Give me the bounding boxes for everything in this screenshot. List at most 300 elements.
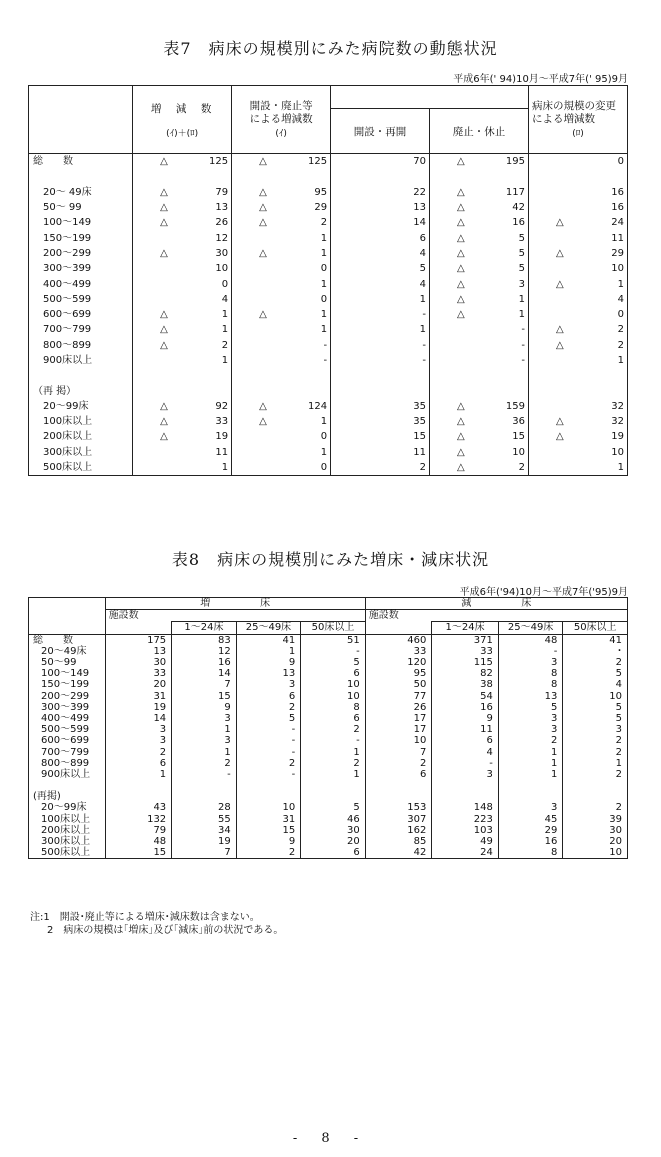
cell-value: 2	[518, 462, 525, 474]
cell-value: 79	[215, 186, 229, 198]
cell-value: 1	[617, 278, 624, 290]
table7-stub-header	[29, 86, 133, 154]
spacer-cell	[236, 780, 301, 791]
cell-value: 13	[215, 202, 229, 214]
table-cell: 41	[563, 634, 628, 646]
cell-value: 1	[320, 232, 328, 244]
cell-value: 0	[320, 263, 328, 275]
table8-header-inc-sub-2: 25～49床	[236, 622, 301, 634]
table-cell: 50	[365, 679, 432, 690]
cell-value: 117	[505, 186, 525, 198]
table-cell: 2	[365, 758, 432, 769]
table-row	[29, 322, 628, 337]
table-row	[29, 261, 628, 276]
table-cell	[430, 230, 529, 245]
cell-value: 10	[611, 263, 624, 275]
table-cell	[528, 445, 627, 460]
cell-value: 0	[617, 156, 624, 168]
table-cell	[528, 322, 627, 337]
table-cell: 2	[301, 724, 366, 735]
table-cell	[430, 292, 529, 307]
cell-value: 1	[221, 309, 229, 321]
table-cell	[331, 292, 430, 307]
table-cell	[331, 230, 430, 245]
table-cell: 15	[105, 847, 172, 859]
row-label: 100～149	[29, 215, 133, 230]
cell-value: 2	[419, 462, 427, 474]
table-cell: 1	[172, 746, 237, 757]
table-cell: 1	[105, 769, 172, 780]
table7-body	[29, 154, 628, 476]
cell-value: 1	[419, 324, 427, 336]
table8-header-dec-sub-1: 1～24床	[432, 622, 499, 634]
cell-value: 14	[413, 217, 427, 229]
cell-value: 10	[215, 263, 229, 275]
table8	[28, 597, 628, 859]
cell-value: 4	[617, 293, 624, 305]
cell-value: 0	[221, 278, 229, 290]
table-cell: 41	[236, 634, 301, 646]
cell-value: 0	[617, 309, 624, 321]
table-cell: 2	[236, 758, 301, 769]
table8-header-increase: 増 床	[105, 598, 365, 610]
table8-header-dec-sub-3: 50床以上	[563, 622, 628, 634]
table-row	[29, 246, 628, 261]
row-label: 200～299	[29, 246, 133, 261]
table-cell	[232, 353, 331, 368]
table-cell: 43	[105, 802, 172, 813]
decrease-triangle-icon: △	[259, 400, 267, 412]
cell-value: 1	[320, 247, 328, 259]
table8-title: 表8 病床の規模別にみた増床・減床状況	[171, 550, 490, 569]
table-row	[29, 758, 628, 769]
table-cell	[331, 276, 430, 291]
decrease-triangle-icon: △	[456, 293, 465, 305]
table-cell	[528, 246, 627, 261]
cell-value: -	[521, 355, 525, 366]
table-cell: 79	[105, 825, 172, 836]
spacer-cell	[430, 368, 529, 383]
table-cell	[133, 338, 232, 353]
table-cell: 12	[172, 646, 237, 657]
table-cell	[232, 460, 331, 476]
table-cell: 13	[236, 668, 301, 679]
table-cell: 2	[172, 758, 237, 769]
table-cell: 46	[301, 814, 366, 825]
table-cell: 10	[236, 802, 301, 813]
table-cell: 54	[432, 691, 499, 702]
cell-value: 16	[611, 186, 624, 198]
table-cell: 10	[301, 691, 366, 702]
table-row	[29, 399, 628, 414]
table-cell	[528, 460, 627, 476]
table-cell	[331, 215, 430, 230]
cell-value: 1	[221, 462, 229, 474]
table8-facilities-spacer	[365, 622, 432, 634]
table-cell	[232, 230, 331, 245]
table-cell: 6	[301, 847, 366, 859]
table-cell: 8	[498, 668, 563, 679]
cell-value: 0	[320, 462, 328, 474]
table-cell: 3	[105, 735, 172, 746]
table-cell: 13	[105, 646, 172, 657]
table-row	[29, 353, 628, 368]
spacer-cell	[528, 169, 627, 184]
table-cell: 38	[432, 679, 499, 690]
decrease-triangle-icon: △	[556, 247, 564, 259]
table-cell: 42	[365, 847, 432, 859]
spacer-cell	[430, 169, 529, 184]
cell-value: 2	[221, 339, 229, 351]
cell-value: 1	[320, 324, 328, 336]
table-cell: -	[236, 746, 301, 757]
spacer-cell	[105, 791, 172, 802]
cell-value: 1	[419, 293, 427, 305]
table-cell: 33	[365, 646, 432, 657]
footnotes	[30, 911, 283, 937]
table-cell: -	[301, 735, 366, 746]
table-cell: -	[236, 735, 301, 746]
table-cell: 8	[301, 702, 366, 713]
table-cell: 31	[105, 691, 172, 702]
table-cell: 9	[172, 702, 237, 713]
decrease-triangle-icon: △	[456, 431, 465, 443]
table-cell: 9	[236, 657, 301, 668]
table-cell: 3	[563, 724, 628, 735]
table-cell	[331, 261, 430, 276]
table8-header-dec-sub-2: 25～49床	[498, 622, 563, 634]
cell-value: 42	[512, 202, 525, 214]
table8-body	[29, 634, 628, 859]
table-cell: 9	[236, 836, 301, 847]
decrease-triangle-icon: △	[160, 309, 168, 321]
spacer-row	[29, 169, 628, 184]
cell-value: 16	[611, 202, 624, 214]
table-row	[29, 814, 628, 825]
table-cell: 3	[105, 724, 172, 735]
table-cell: 10	[365, 735, 432, 746]
table-cell	[232, 429, 331, 444]
table-cell	[232, 414, 331, 429]
table-cell	[430, 460, 529, 476]
table-cell	[232, 154, 331, 170]
table-cell: 5	[563, 713, 628, 724]
decrease-triangle-icon: △	[456, 156, 465, 168]
cell-value: 1	[320, 446, 328, 458]
decrease-triangle-icon: △	[160, 202, 168, 214]
table-cell	[232, 292, 331, 307]
spacer-cell	[563, 791, 628, 802]
regroup-heading-row	[29, 791, 628, 802]
table-row	[29, 735, 628, 746]
cell-value: 4	[221, 293, 229, 305]
table-cell: 6	[301, 713, 366, 724]
decrease-triangle-icon: △	[456, 202, 465, 214]
table-cell: 13	[498, 691, 563, 702]
table-row	[29, 230, 628, 245]
row-label: 300～399	[29, 702, 106, 713]
table-cell	[133, 215, 232, 230]
cell-value: 16	[512, 217, 525, 229]
table-cell	[331, 399, 430, 414]
table-cell	[528, 154, 627, 170]
table-cell: 30	[105, 657, 172, 668]
row-label: 200床以上	[29, 825, 106, 836]
table-cell: 8	[498, 847, 563, 859]
table-row	[29, 429, 628, 444]
table-cell	[331, 307, 430, 322]
spacer-cell	[105, 780, 172, 791]
table-cell	[331, 445, 430, 460]
table-cell	[133, 399, 232, 414]
table-cell	[232, 215, 331, 230]
table-cell: 2	[563, 769, 628, 780]
cell-value: 6	[419, 232, 427, 244]
row-label: 900床以上	[29, 353, 133, 368]
cell-value: 4	[419, 247, 427, 259]
table-cell: 83	[172, 634, 237, 646]
table-cell	[331, 322, 430, 337]
table-cell	[232, 261, 331, 276]
table8-header-inc-sub-1: 1～24床	[172, 622, 237, 634]
cell-value: 1	[320, 309, 328, 321]
spacer-cell	[432, 791, 499, 802]
table-cell: 16	[172, 657, 237, 668]
cell-value: 3	[518, 278, 525, 290]
spacer-cell	[133, 368, 232, 383]
table-row	[29, 668, 628, 679]
table7-header-total-change: 増 減 数 (ｲ)＋(ﾛ)	[133, 86, 232, 154]
table-cell: 16	[432, 702, 499, 713]
cell-value: -	[323, 339, 328, 351]
table-cell: 148	[432, 802, 499, 813]
cell-value: 15	[512, 431, 525, 443]
table-cell: 14	[172, 668, 237, 679]
spacer-cell	[528, 368, 627, 383]
table-row	[29, 769, 628, 780]
table-cell: 2	[563, 657, 628, 668]
cell-value: 24	[611, 217, 624, 229]
decrease-triangle-icon: △	[259, 309, 267, 321]
spacer-cell	[331, 383, 430, 398]
row-label: 500床以上	[29, 460, 133, 476]
table-cell: -	[236, 724, 301, 735]
row-label: 50～ 99	[29, 200, 133, 215]
cell-value: 2	[320, 217, 328, 229]
table-cell	[133, 292, 232, 307]
table-cell	[133, 276, 232, 291]
table-cell: 1	[563, 758, 628, 769]
table-cell: 15	[236, 825, 301, 836]
decrease-triangle-icon: △	[259, 217, 267, 229]
table-cell	[430, 261, 529, 276]
regroup-heading-row	[29, 383, 628, 398]
cell-value: 11	[413, 446, 427, 458]
cell-value: 95	[314, 186, 328, 198]
table-cell	[528, 399, 627, 414]
decrease-triangle-icon: △	[259, 156, 267, 168]
table-cell: 7	[172, 847, 237, 859]
decrease-triangle-icon: △	[259, 247, 267, 259]
table-cell	[133, 414, 232, 429]
table-cell	[232, 322, 331, 337]
cell-value: 124	[307, 400, 328, 412]
table-cell: 7	[365, 746, 432, 757]
row-label: 20～99床	[29, 399, 133, 414]
table-cell	[430, 185, 529, 200]
row-label: 400～499	[29, 713, 106, 724]
cell-value: 1	[518, 309, 525, 321]
table-cell: 3	[432, 769, 499, 780]
cell-value: 19	[611, 431, 624, 443]
table8-header-increase-facilities: 施設数	[105, 610, 365, 622]
table-cell: 9	[432, 713, 499, 724]
table-cell	[133, 185, 232, 200]
table-cell	[528, 185, 627, 200]
table-cell: 24	[432, 847, 499, 859]
table-cell	[528, 338, 627, 353]
row-label: 20～99床	[29, 802, 106, 813]
table-cell: 5	[301, 657, 366, 668]
table-row	[29, 836, 628, 847]
cell-value: 195	[505, 156, 525, 168]
table-cell: 1	[172, 724, 237, 735]
table-cell: 48	[498, 634, 563, 646]
table-cell: 307	[365, 814, 432, 825]
table-cell: 2	[236, 847, 301, 859]
table-cell: 5	[563, 702, 628, 713]
table-cell: 11	[432, 724, 499, 735]
table-row	[29, 802, 628, 813]
table-cell: 85	[365, 836, 432, 847]
table-row	[29, 724, 628, 735]
row-label: 600～699	[29, 735, 106, 746]
table-row	[29, 292, 628, 307]
table-cell	[528, 215, 627, 230]
cell-value: 159	[505, 400, 525, 412]
table-cell: 33	[105, 668, 172, 679]
cell-value: 10	[611, 446, 624, 458]
spacer-cell	[301, 780, 366, 791]
table-cell: 15	[172, 691, 237, 702]
table-cell: 2	[563, 746, 628, 757]
table-cell	[232, 307, 331, 322]
table-cell: 20	[105, 679, 172, 690]
table-cell	[430, 276, 529, 291]
table-cell	[133, 154, 232, 170]
table-cell: 30	[301, 825, 366, 836]
table-cell: 2	[498, 735, 563, 746]
table-cell	[430, 429, 529, 444]
spacer-cell	[528, 383, 627, 398]
table-cell: 460	[365, 634, 432, 646]
cell-value: 2	[617, 324, 624, 336]
table-cell: 1	[498, 758, 563, 769]
cell-value: 15	[413, 431, 427, 443]
spacer-cell	[498, 791, 563, 802]
row-label: 20～ 49床	[29, 185, 133, 200]
table-cell	[331, 246, 430, 261]
table-cell: 162	[365, 825, 432, 836]
table-cell: 115	[432, 657, 499, 668]
cell-value: 5	[518, 247, 525, 259]
table-cell	[430, 307, 529, 322]
decrease-triangle-icon: △	[456, 400, 465, 412]
decrease-triangle-icon: △	[160, 156, 168, 168]
table-cell: 1	[498, 746, 563, 757]
table-cell: 14	[105, 713, 172, 724]
table-cell	[133, 322, 232, 337]
table7-header-scale-change: 病床の規模の変更 による増減数 (ﾛ)	[528, 86, 627, 154]
table-row	[29, 713, 628, 724]
table-cell: 3	[498, 802, 563, 813]
cell-value: 1	[617, 462, 624, 474]
decrease-triangle-icon: △	[556, 324, 564, 336]
table-cell	[528, 230, 627, 245]
cell-value: 92	[215, 400, 229, 412]
table-cell	[331, 154, 430, 170]
cell-value: 5	[518, 232, 525, 244]
decrease-triangle-icon: △	[556, 278, 564, 290]
table-row	[29, 460, 628, 476]
row-label: 700～799	[29, 746, 106, 757]
table-row	[29, 634, 628, 646]
table8-stub-header	[29, 598, 106, 635]
table-cell	[528, 307, 627, 322]
table-row	[29, 445, 628, 460]
cell-value: 32	[611, 400, 624, 412]
table-cell	[133, 353, 232, 368]
regroup-label: （再 掲）	[29, 383, 133, 398]
table-row	[29, 657, 628, 668]
table-row	[29, 200, 628, 215]
table-cell	[528, 429, 627, 444]
table-cell	[528, 292, 627, 307]
decrease-triangle-icon: △	[556, 217, 564, 229]
table-cell: 26	[365, 702, 432, 713]
table-cell: 153	[365, 802, 432, 813]
table-cell	[331, 185, 430, 200]
cell-value: -	[521, 339, 525, 351]
table-cell	[528, 353, 627, 368]
table-cell: 2	[563, 802, 628, 813]
decrease-triangle-icon: △	[456, 309, 465, 321]
cell-value: 10	[512, 446, 525, 458]
row-label: 800～899	[29, 758, 106, 769]
spacer-cell	[29, 780, 106, 791]
cell-value: 35	[413, 416, 427, 428]
row-label: 700～799	[29, 322, 133, 337]
table8-header-decrease-facilities: 施設数	[365, 610, 627, 622]
table-row	[29, 646, 628, 657]
table-cell: 10	[301, 679, 366, 690]
table-cell: 8	[498, 679, 563, 690]
spacer-cell	[365, 780, 432, 791]
decrease-triangle-icon: △	[259, 186, 267, 198]
table-cell: 55	[172, 814, 237, 825]
spacer-cell	[498, 780, 563, 791]
table7-title: 表7 病床の規模別にみた病院数の動態状況	[163, 39, 498, 58]
table7-header-open: 開設・再開	[331, 109, 430, 154]
table-cell: 7	[172, 679, 237, 690]
table-cell	[430, 353, 529, 368]
table-cell: 5	[301, 802, 366, 813]
row-label: 総 数	[29, 634, 106, 646]
table-cell: 1	[236, 646, 301, 657]
table-cell: 30	[563, 825, 628, 836]
row-label: 100～149	[29, 668, 106, 679]
table-cell: 6	[365, 769, 432, 780]
